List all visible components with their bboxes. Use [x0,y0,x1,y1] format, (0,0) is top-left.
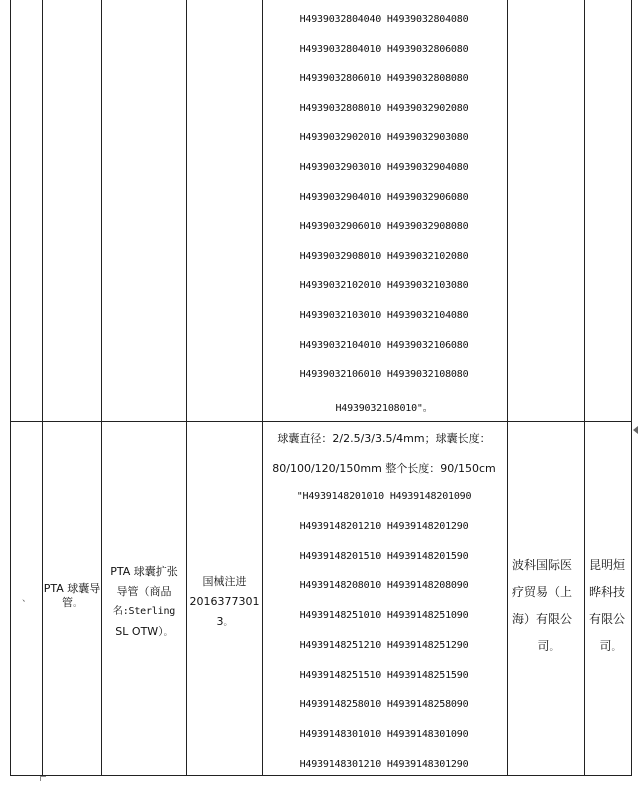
product-name-cell [43,582,101,611]
distributor-cell [589,552,631,662]
product-desc-line: PTA 球囊扩张 [110,565,178,578]
spec-line: 球囊直径：2/2.5/3/3.5/4mm；球囊长度： [277,432,491,445]
supplier-line: 疗贸易（上 [512,585,573,599]
spec-code-line: H4939148251010 H4939148251090 [299,610,469,622]
code-row: H4939032904010 H4939032906080 [299,191,469,203]
code-row: H4939032906010 H4939032908080 [299,221,469,233]
supplier-line: 海）有限公 [512,612,573,626]
supplier-line: 司。 [537,639,559,653]
product-desc-mark: 。 [163,628,173,638]
registration-line: 3。 [216,615,233,628]
distributor-line: 晔科技 [589,585,626,599]
code-row: H4939032806010 H4939032808080 [299,73,469,85]
supplier-mark: 。 [549,643,559,653]
spec-code-line: H4939148301010 H4939148301090 [299,728,469,740]
product-name: PTA 球囊导管 [43,582,101,609]
table-border-right [631,0,632,775]
spec-code-line: H4939148258010 H4939148258090 [299,699,469,711]
spec-code-line: H4939148301210 H4939148301290 [299,758,469,770]
code-row-last: H4939032108010"。 [335,402,433,414]
table-border-left [10,0,11,775]
spec-line: 80/100/120/150mm 整个长度：90/150cm [272,461,496,475]
col-divider-1 [42,0,43,775]
spec-list [262,432,506,788]
product-desc-cell [102,562,186,643]
spec-code-line: H4939148201510 H4939148201590 [299,550,469,562]
col-divider-6 [584,0,585,775]
registration-line: 2016377301 [189,595,260,608]
code-row: H4939032106010 H4939032108080 [299,369,469,381]
spec-code-line: H4939148251210 H4939148251290 [299,639,469,651]
code-row: H4939032102010 H4939032103080 [299,280,469,292]
distributor-mark: 。 [611,643,621,653]
spec-code-line: "H4939148201010 H4939148201090 [296,491,472,503]
row-index-mark: 、 [22,594,32,604]
code-row: H4939032103010 H4939032104080 [299,309,469,321]
code-row: H4939032804040 H4939032804080 [299,14,469,25]
product-desc-line: 导管（商品 [116,585,172,598]
product-desc-line: SL OTW）。 [115,625,173,638]
product-code-list-top [262,14,506,428]
code-row: H4939032903010 H4939032904080 [299,161,469,173]
corner-marker-bottom [40,776,46,781]
distributor-line: 司。 [599,639,621,653]
distributor-line: 有限公 [589,612,626,626]
col-divider-3 [186,0,187,775]
code-row: H4939032908010 H4939032102080 [299,250,469,262]
code-row: H4939032808010 H4939032902080 [299,102,469,114]
code-row: H4939032804010 H4939032806080 [299,43,469,55]
col-divider-2 [101,0,102,775]
spec-code-line: H4939148208010 H4939148208090 [299,580,469,592]
spec-code-line: H4939148201210 H4939148201290 [299,521,469,533]
code-row: H4939032902010 H4939032903080 [299,132,469,144]
code-row: H4939032104010 H4939032106080 [299,339,469,351]
registration-cell [187,572,262,633]
registration-line: 国械注进 [202,575,247,588]
supplier-line: 波科国际医 [512,558,573,572]
distributor-line: 昆明烜 [589,558,626,572]
supplier-cell [512,552,584,662]
product-desc-line: 名:Sterling [112,606,176,617]
spec-code-line: H4939148251510 H4939148251590 [299,669,469,681]
registration-mark: 。 [223,618,233,628]
col-divider-5 [507,0,508,775]
product-name-mark: 。 [72,599,82,609]
corner-marker-right [633,426,638,434]
